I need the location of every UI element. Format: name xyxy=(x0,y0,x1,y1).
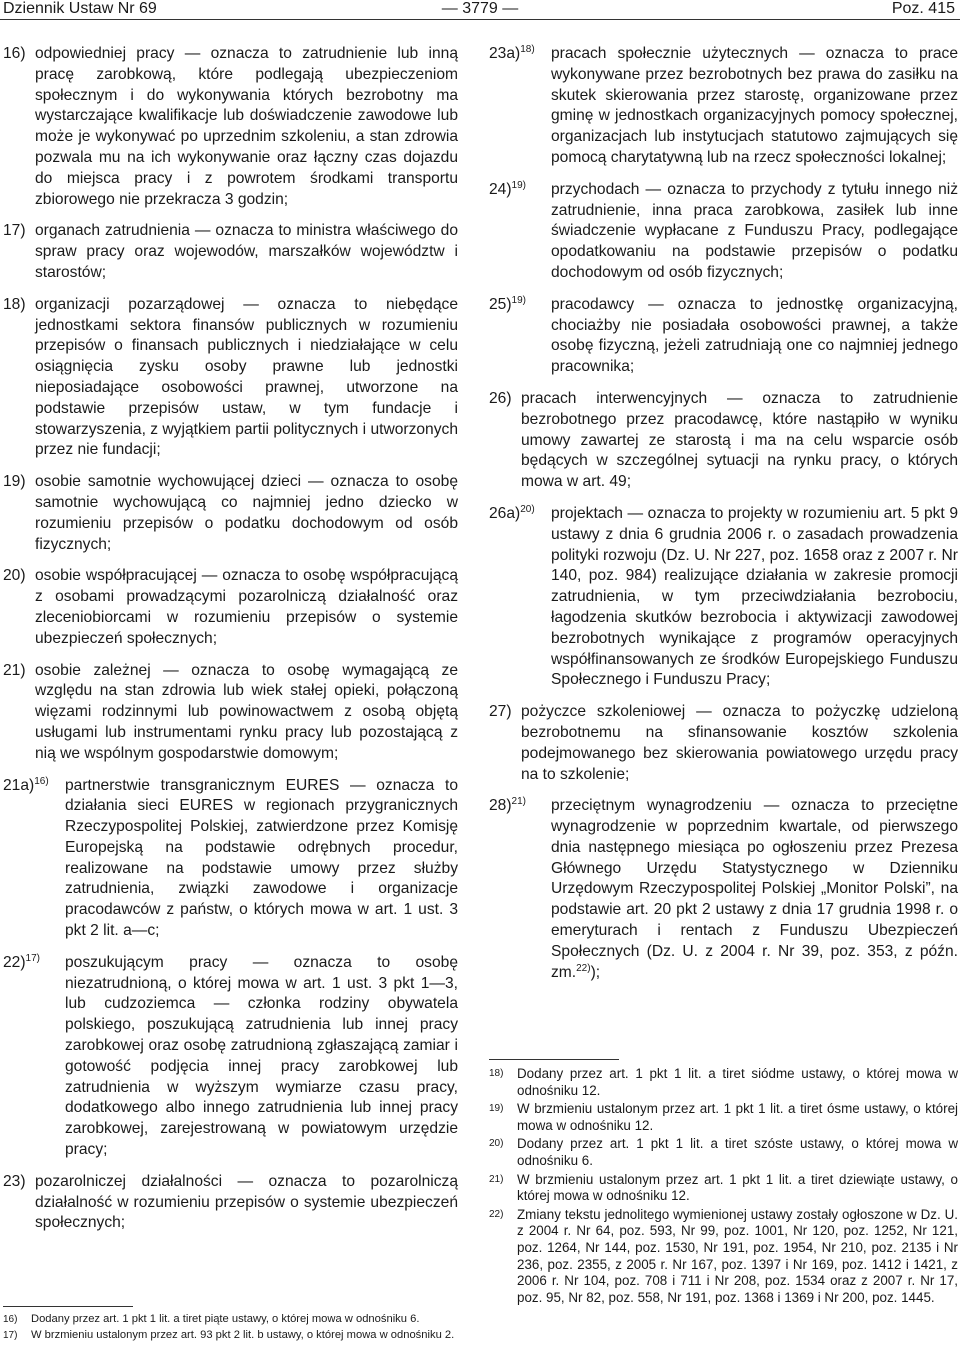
item-text: odpowiedniej pracy — oznacza to zatrudnienie lub inną pracę zarobkową, które podlegają ubezpieczeniom społecznym i do wykonywania których bezrobotny ma wystarczające kwalifikacje lub doświadczenie zawodowe lub może je wykonywać po uprzednim szkoleniu, a stan zdrowia pozwala mu na ich wykonywanie oraz łączny czas dojazdu do miejsca pracy i z powrotem środkami transportu zbiorowego nie przekracza 3 godzin; xyxy=(35,45,458,208)
footnote-ref: 17) xyxy=(25,952,40,964)
definition-item xyxy=(3,776,458,942)
footnote-mark: 16) xyxy=(3,1314,18,1325)
item-text: pozarolniczej działalności — oznacza to pozarolniczą działalność w rozumieniu przepisów o systemie ubezpieczeń społecznych; xyxy=(35,1172,458,1232)
item-text: pożyczce szkoleniowej — oznacza to pożyczkę udzieloną bezrobotnemu na sfinansowanie kosztów szkolenia podejmowanego bez skierowania powiatowego urzędu pracy na to szkolenie; xyxy=(521,703,958,783)
item-number xyxy=(489,180,551,284)
item-text: organizacji pozarządowej — oznacza to niebędące jednostkami sektora finansów publicznych w rozumieniu przepisów o finansach publicznych i niedziałające w celu osiągnięcia zysku osoby prawne lub jednostki nieposiadające osobowości prawnej, utworzone na podstawie przepisów ustaw, w tym fundacje i stowarzyszenia, z wyjątkiem partii politycznych i utworzonych przez nie fundacji; xyxy=(35,295,458,459)
footnote xyxy=(489,1136,958,1169)
footnote-ref: 18) xyxy=(520,44,535,55)
footnote-rule xyxy=(3,1306,133,1307)
item-text: pracach interwencyjnych — oznacza to zatrudnienie bezrobotnego przez pracodawcę, które nastąpiło w wyniku umowy zawartej ze starostą i ma na celu wsparcie osób będących w szczególnej sytuacji na rynku pracy, o których mowa w art. 49; xyxy=(521,389,958,491)
footnote-ref: 19) xyxy=(511,179,526,191)
item-number xyxy=(3,776,65,942)
definition-item xyxy=(3,1172,458,1234)
item-text: pracach społecznie użytecznych — oznacza to prace wykonywane przez bezrobotnych bez prawa do zasiłku na skutek skierowania przez starostę, organizowane przez gminę w jednostkach organizacyjnych pomocy społecznej, organizacjach lub instytucjach statutowo zajmujących się pomocą charytatywną lub na rzecz społeczności lokalnej; xyxy=(551,45,958,166)
page-number: — 3779 — xyxy=(441,0,519,17)
footnote-text: Dodany przez art. 1 pkt 1 lit. a tiret siódme ustawy, o której mowa w odnośniku 12. xyxy=(517,1066,958,1098)
definition-item xyxy=(3,44,458,210)
footnote-ref: 22) xyxy=(576,962,591,974)
footnote-rule xyxy=(489,1059,619,1060)
footnote xyxy=(489,1172,958,1205)
item-number xyxy=(489,796,551,983)
definition-item xyxy=(489,180,958,284)
item-number: 20) xyxy=(3,567,26,585)
item-text: organach zatrudnienia — oznacza to ministra właściwego do spraw pracy oraz wojewodów, marszałków województw i starostów; xyxy=(35,222,458,281)
item-number: 26) xyxy=(489,389,512,407)
definition-item xyxy=(3,221,458,283)
item-text-tail: ); xyxy=(590,963,601,981)
item-number: 19) xyxy=(3,473,26,491)
item-number-text: 22) xyxy=(3,953,26,971)
footnote-ref: 21) xyxy=(511,796,526,808)
left-column xyxy=(3,44,458,1245)
item-text: poszukującym pracy — oznacza to osobę niezatrudnioną, o której mowa w art. 1 ust. 3 pkt 1—3, lub cudzoziemca — członka rodziny obywatela polskiego, poszukującą zatrudnienia lub innej pracy zarobkowej oraz osobę zatrudnioną zgłaszającą zamiar i gotowość podjęcia innej pracy zarobkowej lub zatrudnienia w wyższym wymiarze czasu pracy, dodatkowego albo innego zatrudnienia lub innej pracy zarobkowej, zarejestrowaną w powiatowym urzędzie pracy; xyxy=(65,953,458,1159)
footnote xyxy=(3,1329,458,1343)
item-number xyxy=(489,44,551,169)
item-number-text: 24) xyxy=(489,180,512,198)
item-number: 18) xyxy=(3,295,26,313)
footnote-text: Zmiany tekstu jednolitego wymienionej ustawy zostały ogłoszone w Dz. U. z 2004 r. Nr 64, poz. 593, Nr 99, poz. 1001, Nr 120, poz. 1252, Nr 121, poz. 1264, Nr 144, poz. 1530, Nr 191, poz. 1954, Nr 210, poz. 2135 i Nr 236, poz. 2355, z 2005 r. Nr 167, poz. 1397 i Nr 169, poz. 1412 i 1421, z 2006 r. Nr 104, poz. 708 i 711 i Nr 208, poz. 1534 oraz z 2007 r. Nr 17, poz. 95, Nr 82, poz. 558, Nr 191, poz. 1368 i 1369 i Nr 200, poz. 1445. xyxy=(517,1206,958,1305)
footnote-mark: 20) xyxy=(489,1138,504,1150)
item-number-text: 26a) xyxy=(489,504,521,522)
footnote-ref: 16) xyxy=(34,775,49,787)
footnote-text: W brzmieniu ustalonym przez art. 93 pkt 2 lit. b ustawy, o której mowa w odnośniku 2. xyxy=(31,1328,455,1341)
footnote-mark: 22) xyxy=(489,1208,504,1220)
footnote xyxy=(489,1207,958,1307)
definition-item xyxy=(3,953,458,1161)
definition-item xyxy=(3,472,458,555)
item-number xyxy=(3,953,65,1161)
left-footnotes xyxy=(3,1306,458,1345)
item-text: partnerstwie transgranicznym EURES — oznacza to działania sieci EURES w regionach przygranicznych Rzeczypospolitej Polskiej, zatwierdzone przez Komisję Europejską na podstawie odrębnych procedur, realizowane na podstawie umowy przez służby zatrudnienia, związki zawodowe i organizacje pracodawców z państw, o których mowa w art. 1 ust. 3 pkt 2 lit. a—c; xyxy=(65,776,458,940)
footnote-text: Dodany przez art. 1 pkt 1 lit. a tiret piąte ustawy, o której mowa w odnośniku 6. xyxy=(31,1313,420,1325)
item-text: pracodawcy — oznacza to jednostkę organizacyjną, chociażby nie posiadała osobowości prawnej, a także osobę fizyczną, jeżeli zatrudniają one co najmniej jednego pracownika; xyxy=(551,295,958,376)
definition-item xyxy=(489,389,958,493)
definition-item xyxy=(3,295,458,461)
definition-item xyxy=(489,295,958,378)
footnote xyxy=(489,1066,958,1099)
item-text-body: przeciętnym wynagrodzeniu — oznacza to przeciętne wynagrodzenie w poprzednim kwartale, od pierwszego dnia następnego miesiąca po ogłoszeniu przez Prezesa Głównego Urzędu Statystycznego w Dzienniku Urzędowym Rzeczypospolitej Polskiej „Monitor Polski”, na podstawie art. 20 pkt 2 ustawy z dnia 17 grudnia 1998 r. o emeryturach i rentach z Funduszu Ubezpieczeń Społecznych (Dz. U. z 2004 r. Nr 39, poz. 353, z późn. zm. xyxy=(551,797,958,981)
item-text: projektach — oznacza to projekty w rozumieniu art. 5 pkt 9 ustawy z dnia 6 grudnia 2006 r. o zasadach prowadzenia polityki rozwoju (Dz. U. Nr 227, poz. 1658 oraz z 2007 r. Nr 140, poz. 984) realizujące działania w zakresie promocji zatrudnienia, w tym przeciwdziałania bezrobociu, łagodzenia skutków bezrobocia i aktywizacji zawodowej bezrobotnych wynikające z programów operacyjnych współfinansowanych ze środków Europejskiego Funduszu Społecznego i Funduszu Pracy; xyxy=(551,504,958,689)
item-number: 27) xyxy=(489,703,512,721)
item-text: osobie zależnej — oznacza to osobę wymagającą ze względu na stan zdrowia lub wiek stałej opieki, połączoną więzami rodzinnymi lub powinowactwem z osobą objętą usługami lub instrumentami rynku pracy lub pozostającą z nią we wspólnym gospodarstwie domowym; xyxy=(35,661,458,762)
journal-title: Dziennik Ustaw Nr 69 xyxy=(3,0,157,17)
definition-item xyxy=(489,702,958,785)
footnote xyxy=(489,1101,958,1134)
footnote-mark: 19) xyxy=(489,1103,504,1115)
definition-item xyxy=(3,661,458,765)
footnote xyxy=(3,1313,458,1327)
item-number-text: 23a) xyxy=(489,45,521,62)
item-text: osobie samotnie wychowującej dzieci — oznacza to osobę samotnie wychowującą co najmniej jedno dziecko w rozumieniu przepisów o podatku dochodowym od osób fizycznych; xyxy=(35,473,458,553)
footnote-mark: 17) xyxy=(3,1329,18,1341)
definition-item xyxy=(489,796,958,983)
item-number: 21) xyxy=(3,661,26,679)
item-number-text: 28) xyxy=(489,797,512,815)
position-number: Poz. 415 xyxy=(891,0,955,17)
item-text xyxy=(551,796,958,983)
definition-item xyxy=(3,566,458,649)
header-rule xyxy=(0,19,960,20)
footnote-text: W brzmieniu ustalonym przez art. 1 pkt 1 lit. a tiret dziewiąte ustawy, o której mowa w odnośniku 12. xyxy=(517,1171,958,1204)
definition-item xyxy=(489,44,958,169)
footnote-text: Dodany przez art. 1 pkt 1 lit. a tiret szóste ustawy, o której mowa w odnośniku 6. xyxy=(517,1136,958,1168)
footnote-ref: 19) xyxy=(511,294,526,306)
item-number: 16) xyxy=(3,45,26,62)
item-number xyxy=(489,295,551,378)
item-text: osobie współpracującej — oznacza to osobę współpracującą z osobami prowadzącymi pozarolniczą działalność oraz zleceniobiorcami w rozumieniu przepisów o systemie ubezpieczeń społecznych; xyxy=(35,567,458,647)
page-header xyxy=(0,0,960,30)
item-number xyxy=(489,504,551,691)
footnote-mark: 18) xyxy=(489,1068,504,1079)
footnote-text: W brzmieniu ustalonym przez art. 1 pkt 1 lit. a tiret ósme ustawy, o której mowa w odnośniku 12. xyxy=(517,1101,958,1133)
right-footnotes xyxy=(489,1059,958,1308)
footnote-ref: 20) xyxy=(520,503,535,515)
item-number: 23) xyxy=(3,1172,26,1190)
item-number: 17) xyxy=(3,222,26,240)
item-number-text: 25) xyxy=(489,295,512,313)
definition-item xyxy=(489,504,958,691)
item-text: przychodach — oznacza to przychody z tytułu innego niż zatrudnienie, inna praca zarobkowa, zasiłek lub inne świadczenie wypłacane z Funduszu Pracy, podlegające opodatkowaniu na podstawie przepisów o podatku dochodowym od osób fizycznych; xyxy=(551,180,958,281)
right-column xyxy=(489,44,958,994)
footnote-mark: 21) xyxy=(489,1173,504,1185)
item-number-text: 21a) xyxy=(3,776,35,794)
